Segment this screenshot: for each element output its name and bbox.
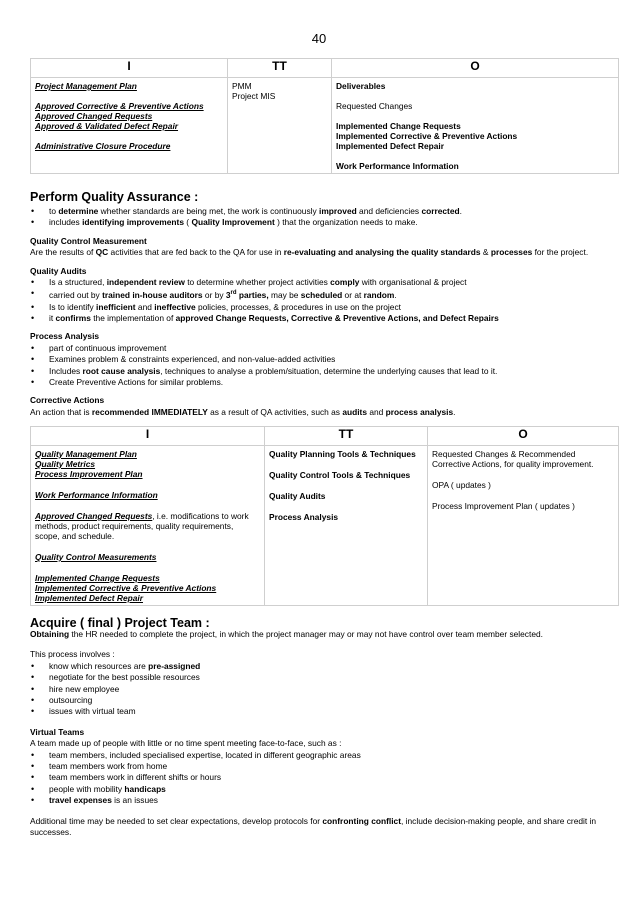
apt-closing: Additional time may be needed to set clear expectations, develop protocols for confronting conflict, include decision-making people, and share credit in successes. — [30, 815, 597, 838]
output-item: Requested Changes & Recommended Corrective Actions, for quality improvement. — [432, 449, 594, 469]
input-item: Project Management Plan — [35, 81, 137, 91]
list-item: • people with mobility handicaps — [30, 784, 618, 795]
output-item: Work Performance Information — [336, 161, 459, 171]
table-header-row — [31, 59, 619, 78]
header-outputs: O — [428, 427, 619, 446]
tool-item: Quality Control Tools & Techniques — [269, 470, 411, 480]
header-inputs: I — [31, 59, 228, 78]
outputs-cell — [428, 446, 619, 606]
list-item: • Examines problem & constraints experienced, and non-value-added activities — [30, 354, 618, 365]
input-item: Quality Metrics — [35, 459, 96, 469]
process-analysis-bullets — [30, 343, 618, 389]
output-item: Process Improvement Plan ( updates ) — [432, 501, 575, 511]
tool-item: Quality Audits — [269, 491, 326, 501]
list-item: • Is a structured, independent review to determine whether project activities comply with organisational & project — [30, 277, 618, 288]
list-item: • Create Preventive Actions for similar problems. — [30, 377, 618, 388]
tool-item: Process Analysis — [269, 512, 339, 522]
apt-body — [30, 629, 618, 839]
qcm-text: Are the results of QC activities that are fed back to the QA for use in re-evaluating and analysing the quality standards & processes for the project. — [30, 247, 589, 258]
list-item: • hire new employee — [30, 684, 618, 695]
list-item: • negotiate for the best possible resources — [30, 672, 618, 683]
list-item: • team members work in different shifts or hours — [30, 772, 618, 783]
corrective-actions-text: An action that is recommended IMMEDIATELY as a result of QA activities, such as audits and process analysis. — [30, 406, 456, 417]
input-item: Approved Changed Requests, i.e. modifications to work methods, product requirements, quality requirements, scope, and schedule. — [35, 511, 249, 541]
input-item: Approved & Validated Defect Repair — [35, 121, 179, 131]
apt-involves: This process involves : — [30, 649, 115, 660]
pqa-body — [30, 206, 618, 418]
list-item: • part of continuous improvement — [30, 343, 618, 354]
apt-bullets — [30, 661, 618, 718]
list-item: • team members, included specialised expertise, located in different geographic areas — [30, 750, 618, 761]
page-number: 40 — [311, 31, 327, 46]
input-item: Process Improvement Plan — [35, 469, 143, 479]
output-item: Requested Changes — [336, 101, 413, 111]
list-item: • to determine whether standards are being met, the work is continuously improved and deficiencies corrected. — [30, 206, 618, 217]
list-item: • it confirms the implementation of approved Change Requests, Corrective & Preventive Actions, and Defect Repairs — [30, 313, 618, 324]
tools-cell — [228, 78, 332, 174]
input-item: Implemented Change Requests — [35, 573, 160, 583]
list-item: • issues with virtual team — [30, 706, 618, 717]
subheading-corrective-actions: Corrective Actions — [30, 395, 105, 406]
itto-table-quality-assurance — [30, 426, 619, 606]
tool-item: PMM — [232, 81, 252, 91]
output-item: Implemented Defect Repair — [336, 141, 444, 151]
tool-item: Quality Planning Tools & Techniques — [269, 449, 416, 459]
itto-table-direct-manage — [30, 58, 619, 174]
table-header-row — [31, 427, 619, 446]
list-item: • team members work from home — [30, 761, 618, 772]
list-item: • know which resources are pre-assigned — [30, 661, 618, 672]
section-title-acquire-team: Acquire ( final ) Project Team : — [30, 616, 210, 630]
input-item: Administrative Closure Procedure — [35, 141, 171, 151]
list-item: • Is to identify inefficient and ineffective policies, processes, & procedures in use on the project — [30, 302, 618, 313]
tool-item: Project MIS — [232, 91, 276, 101]
header-outputs: O — [332, 59, 619, 78]
pqa-bullets — [30, 206, 618, 229]
tools-cell — [265, 446, 428, 606]
inputs-cell — [31, 78, 228, 174]
input-item: Approved Corrective & Preventive Actions — [35, 101, 204, 111]
subheading-quality-audits: Quality Audits — [30, 265, 87, 276]
input-item: Work Performance Information — [35, 490, 158, 500]
list-item: • travel expenses is an issues — [30, 795, 618, 806]
table-row — [31, 78, 619, 174]
outputs-cell — [332, 78, 619, 174]
list-item: • Includes root cause analysis, techniques to analyse a problem/situation, determine the underlying causes that lead to it. — [30, 366, 618, 377]
input-item: Implemented Corrective & Preventive Actions — [35, 583, 217, 593]
list-item: • includes identifying improvements ( Quality Improvement ) that the organization needs to make. — [30, 217, 618, 228]
apt-intro: Obtaining the HR needed to complete the project, in which the project manager may or may not have control over team member selected. — [30, 629, 543, 639]
output-item: Implemented Change Requests — [336, 121, 461, 131]
input-item: Implemented Defect Repair — [35, 593, 143, 603]
list-item: • outsourcing — [30, 695, 618, 706]
header-tools: TT — [265, 427, 428, 446]
table-row — [31, 446, 619, 606]
output-item: Implemented Corrective & Preventive Actions — [336, 131, 518, 141]
inputs-cell — [31, 446, 265, 606]
input-item: Approved Changed Requests — [35, 111, 153, 121]
header-inputs: I — [31, 427, 265, 446]
output-item: Deliverables — [336, 81, 386, 91]
subheading-process-analysis: Process Analysis — [30, 331, 100, 342]
virtual-teams-bullets — [30, 750, 618, 807]
virtual-teams-intro: A team made up of people with little or no time spent meeting face-to-face, such as : — [30, 738, 342, 749]
list-item: • carried out by trained in-house auditors or by 3rd parties, may be scheduled or at random. — [30, 288, 618, 301]
subheading-virtual-teams: Virtual Teams — [30, 726, 85, 737]
quality-audits-bullets — [30, 277, 618, 324]
section-title-pqa: Perform Quality Assurance : — [30, 190, 199, 204]
input-item: Quality Management Plan — [35, 449, 137, 459]
subheading-qcm: Quality Control Measurement — [30, 235, 147, 246]
input-item: Quality Control Measurements — [35, 552, 157, 562]
header-tools: TT — [228, 59, 332, 78]
output-item: OPA ( updates ) — [432, 480, 491, 490]
